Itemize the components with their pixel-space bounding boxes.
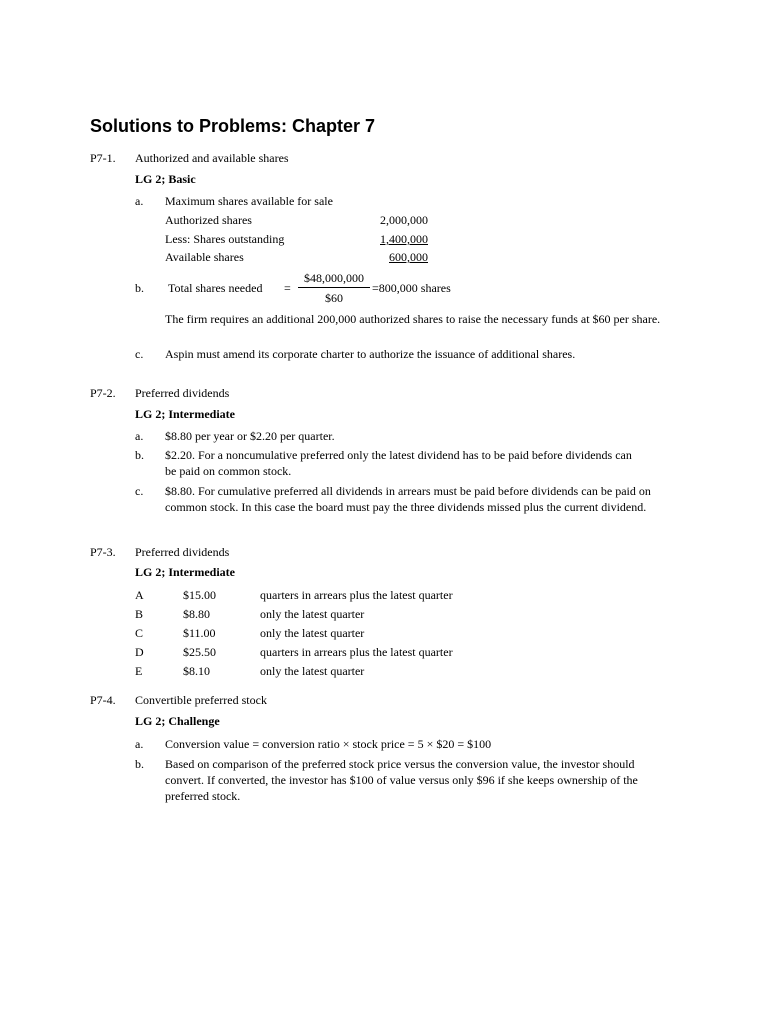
row-letter: B [135,607,144,621]
problem-topic: Preferred dividends [135,386,230,400]
learning-goal: LG 2; Intermediate [135,565,235,579]
row-amount: $15.00 [183,588,216,602]
learning-goal: LG 2; Intermediate [135,407,235,421]
item-heading: Maximum shares available for sale [165,194,333,208]
item-text: $8.80. For cumulative preferred all dividends in arrears must be paid before dividends can be paid on common stock. In this case the board must pay the three dividends missed plus the current dividend. [165,484,651,514]
row-description: only the latest quarter [260,607,365,621]
problem-number: P7-3. [90,545,116,559]
fraction [298,270,370,306]
item-text: $8.80 per year or $2.20 per quarter. [165,429,335,443]
row-value-text: 600,000 [389,250,428,264]
problem-topic: Preferred dividends [135,545,230,559]
fraction-numerator: $48,000,000 [298,270,370,288]
row-letter: D [135,645,144,659]
item-note: The firm requires an additional 200,000 authorized shares to raise the necessary funds at $60 per share. [165,312,661,326]
row-label: Authorized shares [165,213,252,227]
item-text: Based on comparison of the preferred stock price versus the conversion value, the investor should convert. If converted, the investor has $100 of value versus only $96 if she keeps ownership of the preferred stock. [165,757,638,803]
row-letter: E [135,664,143,678]
row-label: Less: Shares outstanding [165,232,285,246]
row-amount: $8.10 [183,664,210,678]
row-amount: $25.50 [183,645,216,659]
fraction-denominator: $60 [325,291,343,305]
item-text: Aspin must amend its corporate charter to authorize the issuance of additional shares. [165,347,576,361]
page-title: Solutions to Problems: Chapter 7 [90,116,376,136]
row-value: 2,000,000 [380,213,428,227]
item-letter: a. [135,194,144,208]
item-letter: a. [135,737,144,751]
row-letter: C [135,626,144,640]
learning-goal: LG 2; Basic [135,172,196,186]
row-label: Available shares [165,250,244,264]
row-description: quarters in arrears plus the latest quarter [260,645,453,659]
problem-number: P7-4. [90,693,116,707]
row-description: quarters in arrears plus the latest quarter [260,588,453,602]
item-letter: c. [135,484,144,498]
formula-label: Total shares needed [168,281,263,295]
row-letter: A [135,588,144,602]
item-letter: b. [135,448,144,462]
item-letter: b. [135,757,144,771]
item-letter: c. [135,347,144,361]
item-letter: b. [135,281,144,295]
problem-topic: Authorized and available shares [135,151,289,165]
formula-result: =800,000 shares [372,281,451,295]
row-description: only the latest quarter [260,626,365,640]
row-amount: $11.00 [183,626,216,640]
item-text: $2.20. For a noncumulative preferred only the latest dividend has to be paid before dividends can be paid on common stock. [165,448,632,478]
equals-sign: = [284,281,291,295]
row-description: only the latest quarter [260,664,365,678]
problem-topic: Convertible preferred stock [135,693,267,707]
row-value: 1,400,000 [380,232,428,246]
learning-goal: LG 2; Challenge [135,714,220,728]
row-amount: $8.80 [183,607,210,621]
item-letter: a. [135,429,144,443]
problem-number: P7-2. [90,386,116,400]
item-text: Conversion value = conversion ratio × stock price = 5 × $20 = $100 [165,737,492,751]
problem-number: P7-1. [90,151,116,165]
row-value [350,249,428,265]
